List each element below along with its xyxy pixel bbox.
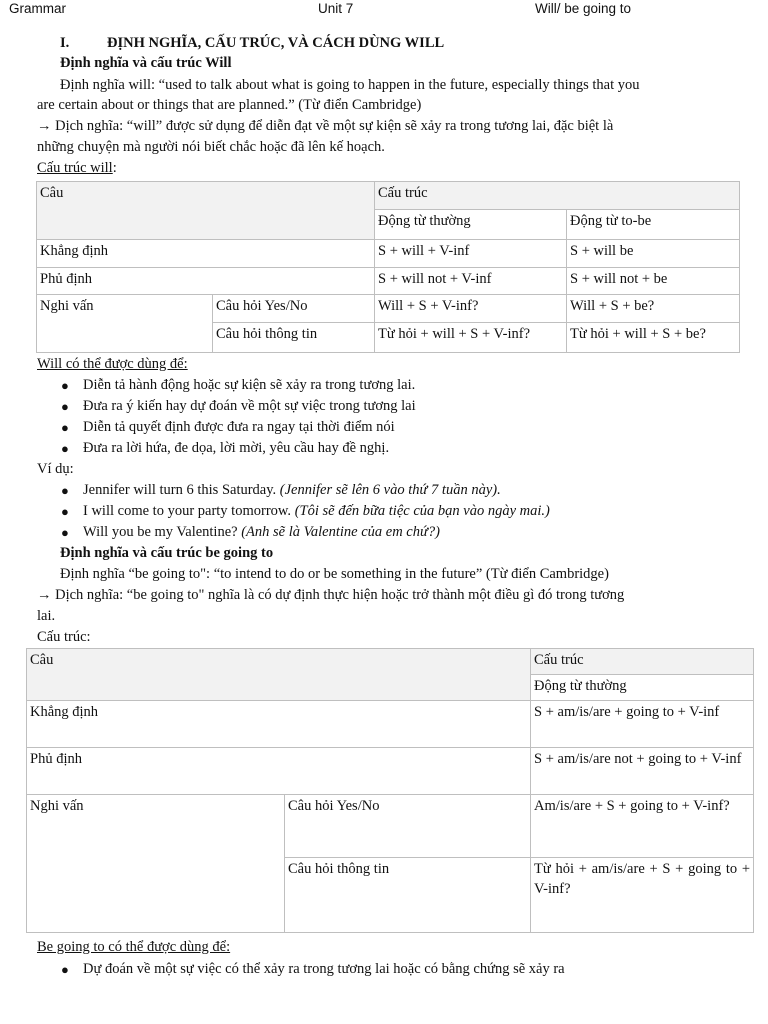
will-use-item: Đưa ra ý kiến hay dự đoán về một sự việc trong tương lai xyxy=(83,398,416,414)
will-structure-colon: : xyxy=(112,160,117,176)
going-table-subrow-wh: Câu hỏi thông tin xyxy=(285,858,531,933)
bullet-icon: ● xyxy=(61,399,69,414)
going-translation-line-2: lai. xyxy=(37,608,56,624)
going-table-header-structure: Cấu trúc xyxy=(531,649,754,675)
going-table-cell: Từ hỏi + am/is/are + S + going to + V-inf? xyxy=(531,858,754,933)
going-table-cell: Am/is/are + S + going to + V-inf? xyxy=(531,795,754,858)
going-table-row-negative: Phủ định xyxy=(27,748,531,795)
will-table-header-structure: Cấu trúc xyxy=(375,182,740,210)
will-example-item xyxy=(83,503,550,520)
going-table-header-cau: Câu xyxy=(27,649,531,701)
will-table-subrow-wh: Câu hỏi thông tin xyxy=(213,323,375,353)
will-table-subrow-yes-no: Câu hỏi Yes/No xyxy=(213,295,375,323)
will-table-cell: Từ hỏi + will + S + V-inf? xyxy=(375,323,567,353)
will-structure-label xyxy=(37,160,117,177)
example-translation: (Jennifer sẽ lên 6 vào thứ 7 tuần này). xyxy=(279,482,501,498)
will-examples-label: Ví dụ: xyxy=(37,461,74,477)
bullet-icon: ● xyxy=(61,378,69,393)
will-table-cell: S + will + V-inf xyxy=(375,240,567,268)
will-translation-line-1: → Dịch nghĩa: “will” được sử dụng để diễn đạt về một sự kiện sẽ xảy ra trong tương lai, đặc biệt là xyxy=(37,118,614,134)
will-example-item xyxy=(83,524,440,541)
will-structure-table xyxy=(36,181,740,353)
will-table-row-negative: Phủ định xyxy=(37,268,375,295)
bullet-icon: ● xyxy=(61,441,69,456)
going-use-item: Dự đoán về một sự việc có thể xảy ra trong tương lai hoặc có bằng chứng sẽ xảy ra xyxy=(83,961,565,977)
section-title: ĐỊNH NGHĨA, CẤU TRÚC, VÀ CÁCH DÙNG WILL xyxy=(107,35,445,51)
bullet-icon: ● xyxy=(61,962,69,977)
will-table-cell: Will + S + V-inf? xyxy=(375,295,567,323)
will-table-cell: S + will not + be xyxy=(567,268,740,295)
bullet-icon: ● xyxy=(61,504,69,519)
going-translation-line-1: → Dịch nghĩa: “be going to" nghĩa là có dự định thực hiện hoặc trở thành một điều gì đó trong tương xyxy=(37,587,625,603)
bullet-icon: ● xyxy=(61,525,69,540)
going-table-cell: S + am/is/are not + going to + V-inf xyxy=(531,748,754,795)
going-subheading: Định nghĩa và cấu trúc be going to xyxy=(60,545,274,561)
example-english: I will come to your party tomorrow. xyxy=(83,503,292,519)
will-table-header-cau: Câu xyxy=(37,182,375,240)
will-table-row-affirmative: Khẳng định xyxy=(37,240,375,268)
will-table-header-to-be: Động từ to-be xyxy=(567,210,740,240)
going-structure-label: Cấu trúc: xyxy=(37,629,91,645)
will-table-cell: S + will not + V-inf xyxy=(375,268,567,295)
will-use-item: Diễn tả quyết định được đưa ra ngay tại thời điểm nói xyxy=(83,419,395,435)
will-table-cell: Will + S + be? xyxy=(567,295,740,323)
will-uses-label: Will có thể được dùng để: xyxy=(37,356,188,372)
going-uses-label: Be going to có thể được dùng để: xyxy=(37,939,231,955)
going-table-row-interrogative: Nghi vấn xyxy=(27,795,285,933)
going-structure-table xyxy=(26,648,754,933)
going-table-cell: S + am/is/are + going to + V-inf xyxy=(531,701,754,748)
header-unit: Unit 7 xyxy=(318,1,354,16)
will-table-row-interrogative: Nghi vấn xyxy=(37,295,213,353)
going-table-subrow-yes-no: Câu hỏi Yes/No xyxy=(285,795,531,858)
header-topic: Will/ be going to xyxy=(535,1,632,16)
going-definition: Định nghĩa “be going to": “to intend to do or be something in the future” (Từ điển Cambridge) xyxy=(60,566,609,582)
will-definition-line-1: Định nghĩa will: “used to talk about what is going to happen in the future, especially things that you xyxy=(60,77,640,93)
will-structure-label-text: Cấu trúc will xyxy=(37,160,113,176)
bullet-icon: ● xyxy=(61,483,69,498)
will-use-item: Diễn tả hành động hoặc sự kiện sẽ xảy ra trong tương lai. xyxy=(83,377,416,393)
will-table-header-ordinary-verb: Động từ thường xyxy=(375,210,567,240)
will-table-cell: S + will be xyxy=(567,240,740,268)
will-example-item xyxy=(83,482,501,499)
will-definition-line-2: are certain about or things that are planned.” (Từ điển Cambridge) xyxy=(37,97,422,113)
will-table-cell: Từ hỏi + will + S + be? xyxy=(567,323,740,353)
example-english: Will you be my Valentine? xyxy=(83,524,238,540)
example-translation: (Anh sẽ là Valentine của em chứ?) xyxy=(241,524,440,540)
section-number: I. xyxy=(60,35,70,51)
header-subject: Grammar xyxy=(9,1,66,16)
going-table-row-affirmative: Khẳng định xyxy=(27,701,531,748)
bullet-icon: ● xyxy=(61,420,69,435)
will-use-item: Đưa ra lời hứa, đe dọa, lời mời, yêu cầu hay đề nghị. xyxy=(83,440,390,456)
going-table-header-ordinary-verb: Động từ thường xyxy=(531,675,754,701)
will-translation-line-2: những chuyện mà người nói biết chắc hoặc đã lên kế hoạch. xyxy=(37,139,385,155)
example-english: Jennifer will turn 6 this Saturday. xyxy=(83,482,277,498)
will-subheading: Định nghĩa và cấu trúc Will xyxy=(60,55,232,71)
example-translation: (Tôi sẽ đến bữa tiệc của bạn vào ngày mai.) xyxy=(294,503,550,519)
